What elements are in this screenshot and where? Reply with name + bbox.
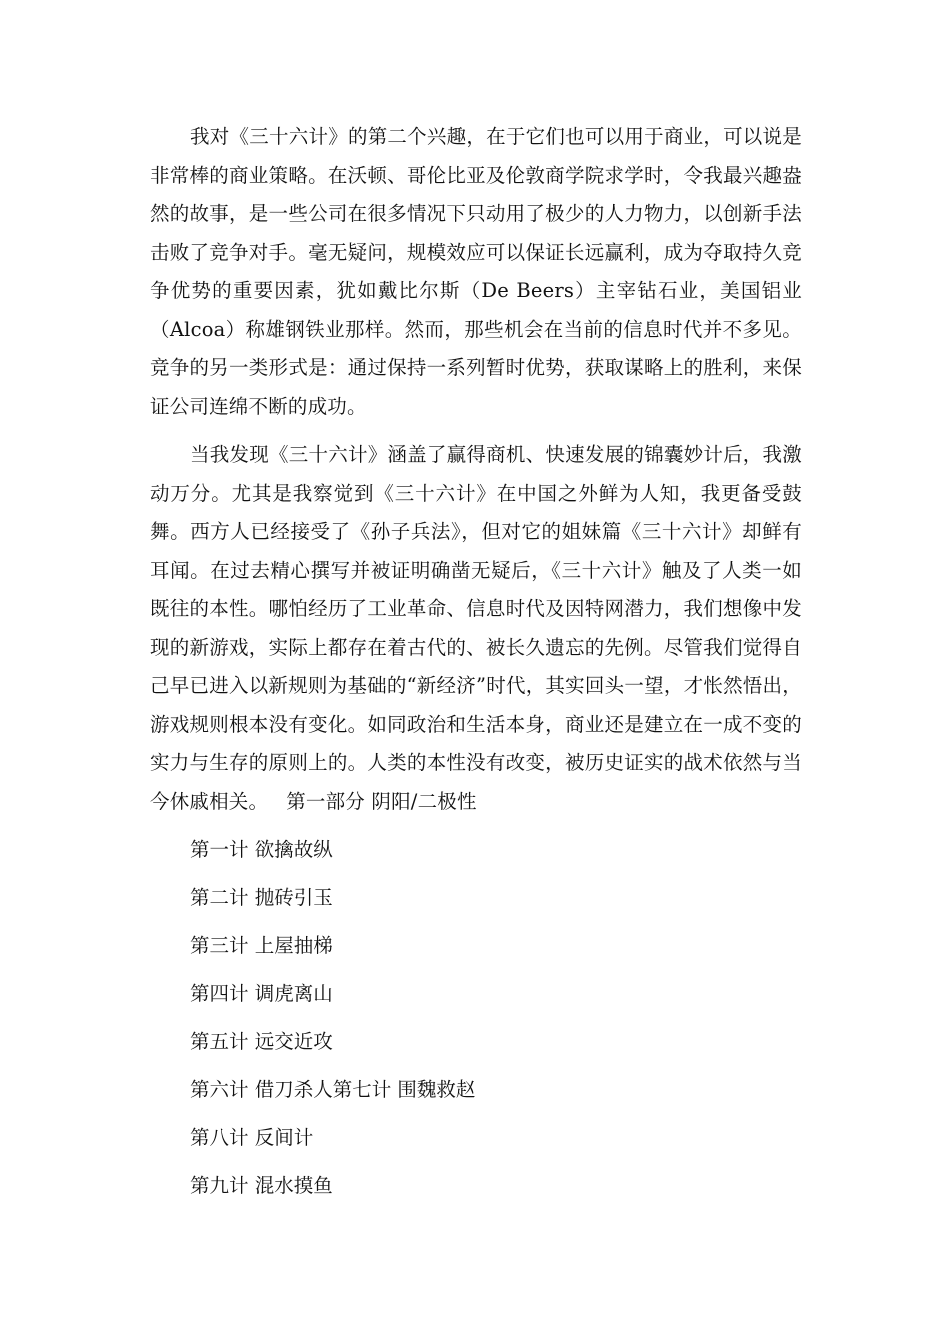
list-item: 第一计 欲擒故纵: [190, 838, 333, 861]
stratagem-list: [150, 831, 802, 1215]
document-page: [150, 118, 802, 1215]
list-item: 第八计 反间计: [190, 1126, 314, 1149]
paragraph-1: 我对《三十六计》的第二个兴趣，在于它们也可以用于商业，可以说是非常棒的商业策略。在沃顿、哥伦比亚及伦敦商学院求学时，令我最兴趣盎然的故事，是一些公司在很多情况下只动用了极少的人力物力，以创新手法击败了竞争对手。毫无疑问，规模效应可以保证长远赢利，成为夺取持久竞争优势的重要因素，犹如戴比尔斯（De Beers）主宰钻石业，美国铝业（Alcoa）称雄钢铁业那样。然而，那些机会在当前的信息时代并不多见。竞争的另一类形式是：通过保持一系列暂时优势，获取谋略上的胜利，来保证公司连绵不断的成功。: [150, 125, 802, 418]
list-item: 第六计 借刀杀人第七计 围魏救赵: [190, 1078, 476, 1101]
list-item: 第九计 混水摸鱼: [190, 1174, 333, 1197]
paragraph-2: [150, 436, 802, 821]
paragraph-2-text: 当我发现《三十六计》涵盖了赢得商机、快速发展的锦囊妙计后，我激动万分。尤其是我察觉到《三十六计》在中国之外鲜为人知，我更备受鼓舞。西方人已经接受了《孙子兵法》，但对它的姐妹篇《三十六计》却鲜有耳闻。在过去精心撰写并被证明确凿无疑后，《三十六计》触及了人类一如既往的本性。哪怕经历了工业革命、信息时代及因特网潜力，我们想像中发现的新游戏，实际上都存在着古代的、被长久遗忘的先例。尽管我们觉得自己早已进入以新规则为基础的“新经济”时代，其实回头一望，才怅然悟出，游戏规则根本没有变化。如同政治和生活本身，商业还是建立在一成不变的实力与生存的原则上的。人类的本性没有改变，被历史证实的战术依然与当今休戚相关。: [150, 443, 802, 813]
list-item: 第二计 抛砖引玉: [190, 886, 333, 909]
list-item: 第四计 调虎离山: [190, 982, 333, 1005]
list-item: 第五计 远交近攻: [190, 1030, 333, 1053]
list-item: 第三计 上屋抽梯: [190, 934, 333, 957]
section-heading: 第一部分 阴阳/二极性: [286, 789, 477, 813]
